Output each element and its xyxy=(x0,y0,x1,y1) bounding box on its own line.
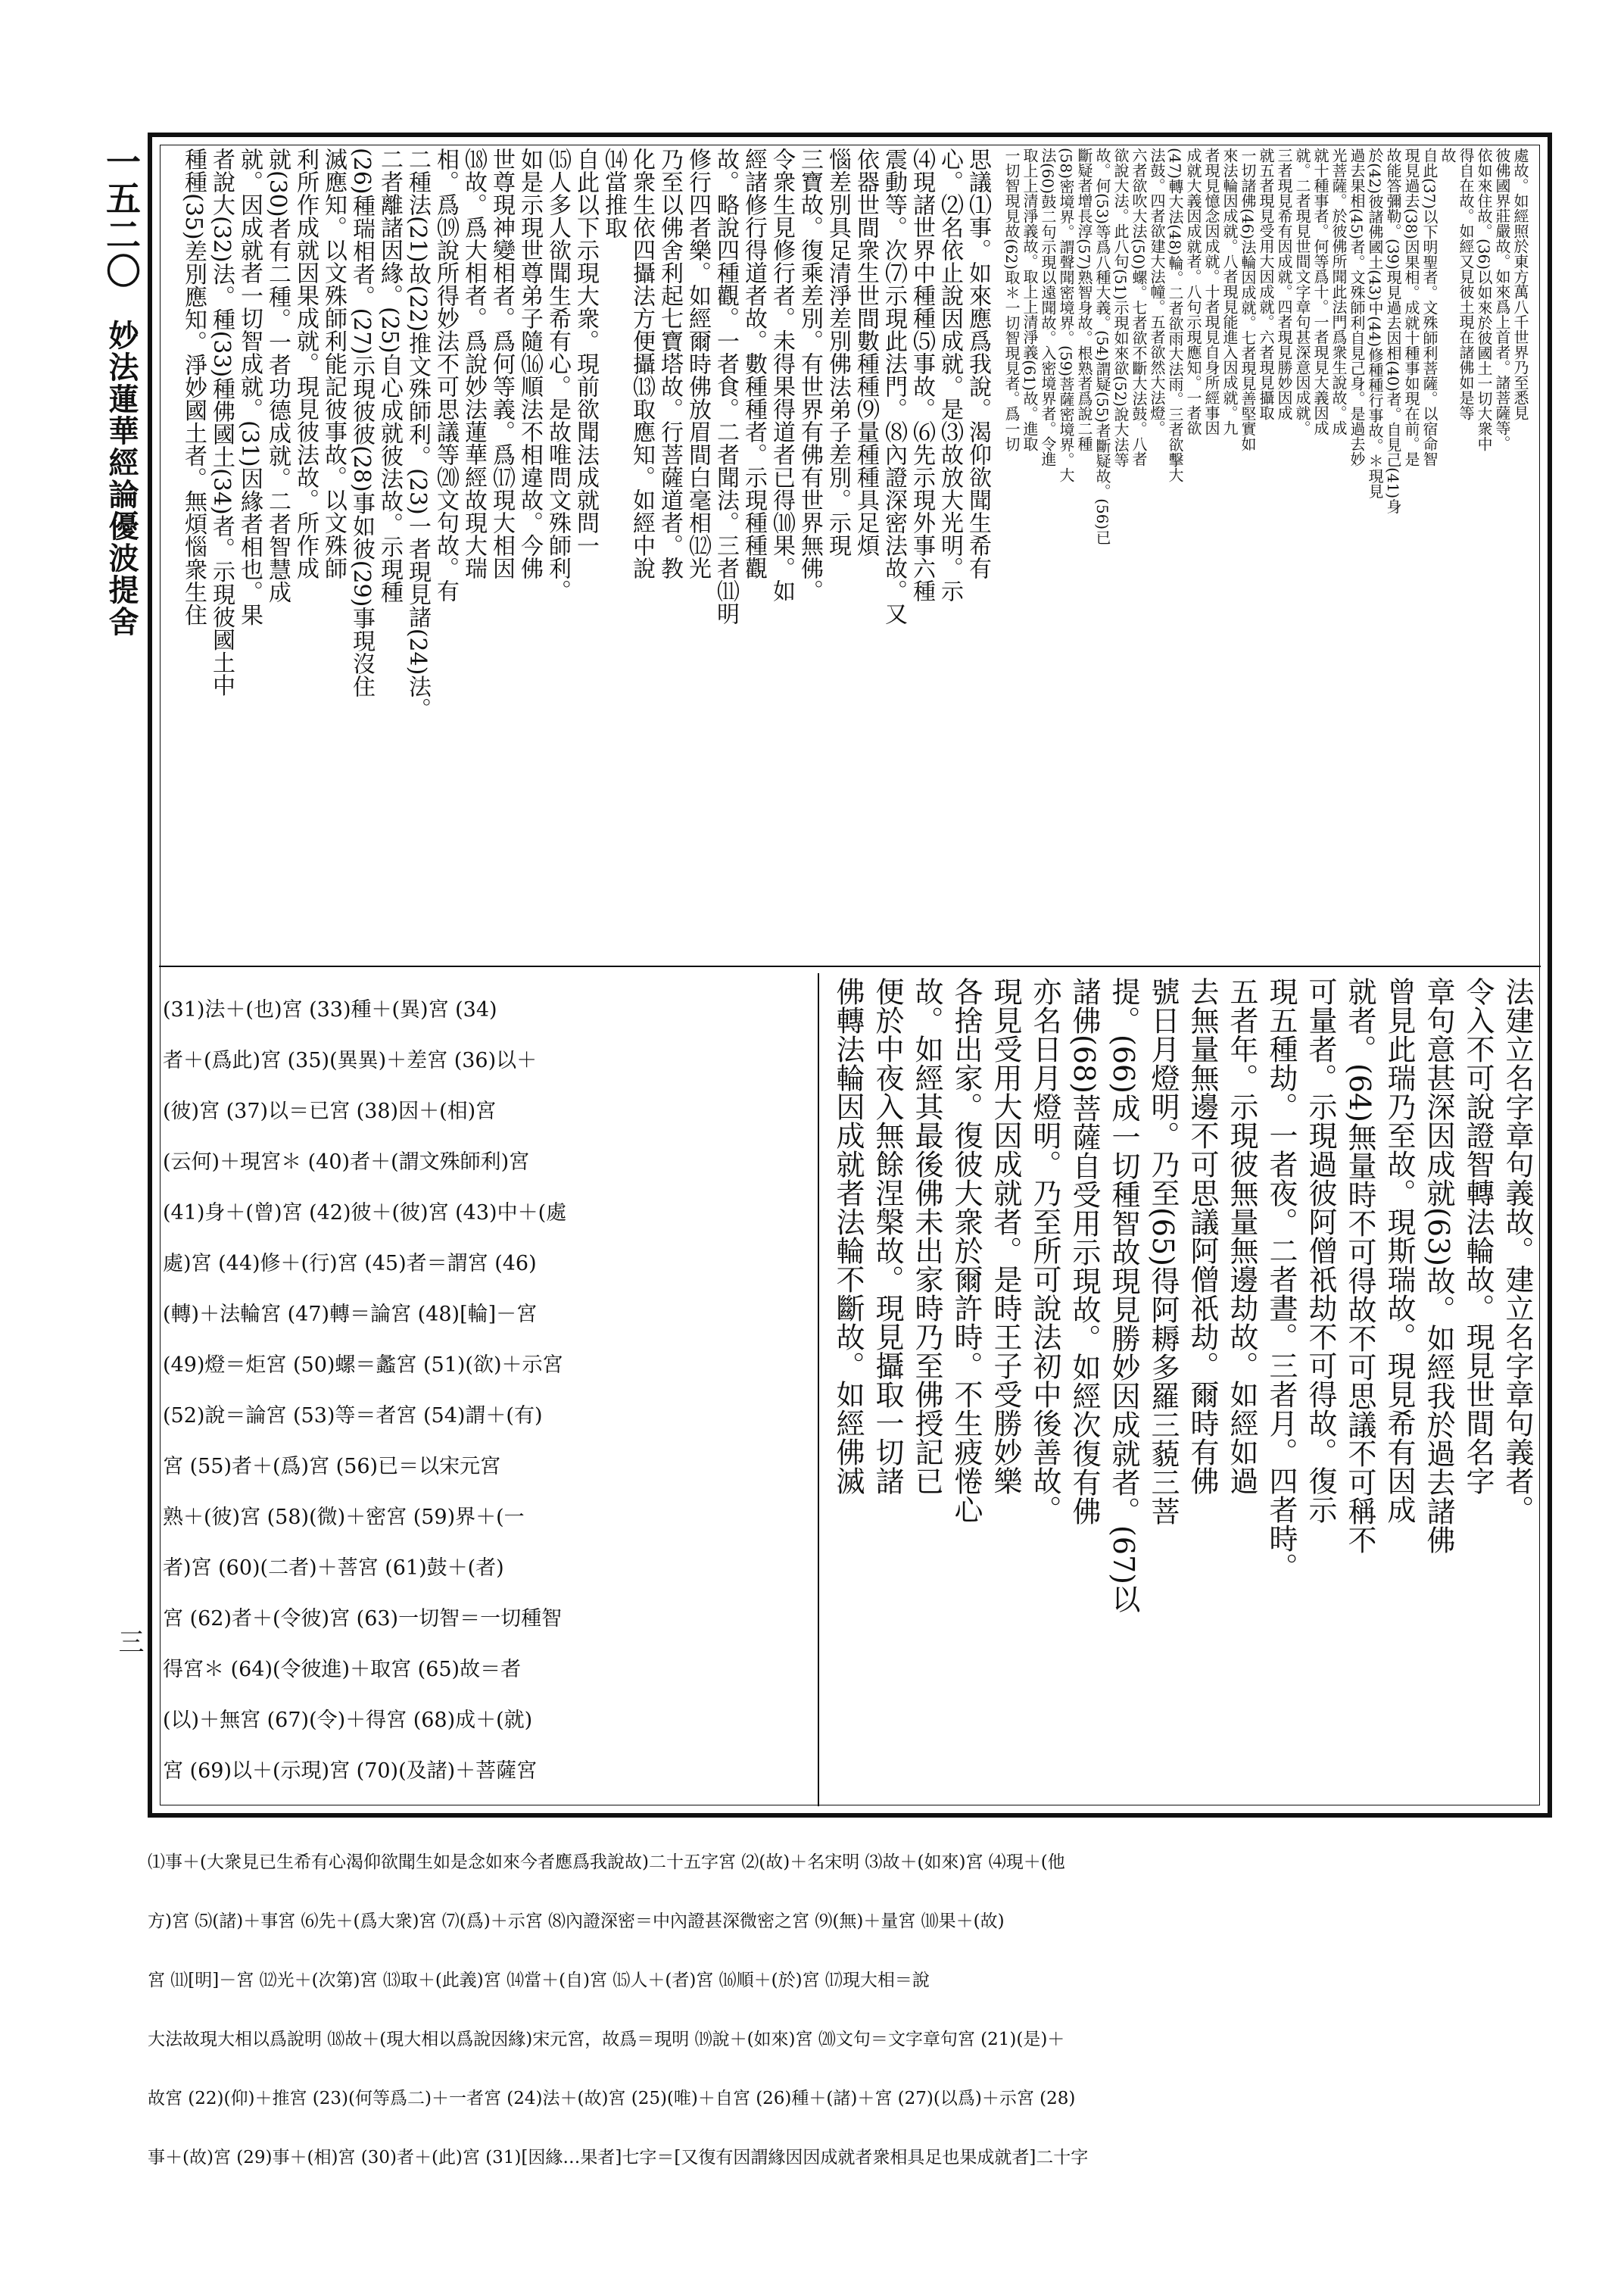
note-line: 得宮＊ (64)(令彼進)＋取宮 (65)故＝者 xyxy=(163,1658,522,1681)
note-line: 熟＋(彼)宮 (58)(微)＋密宮 (59)界＋(一 xyxy=(163,1506,525,1529)
text-column: 欲說大法。此八句(51)示現如來欲(52)說大法等 xyxy=(1111,148,1130,468)
text-column: 相。爲⒆說所得妙法不可思議等⒇文句故。有 xyxy=(432,148,459,602)
upper-second-text-block xyxy=(999,148,1529,958)
text-column: 就者。(64)無量時不可得故不可思議不可稱不 xyxy=(1343,977,1376,1555)
text-column: 三寶故。復乘差別。有世界有佛有世界無佛。 xyxy=(796,148,823,602)
text-column: 於(42)彼諸佛國土(43)中(44)修種種行事故。＊現見 xyxy=(1366,148,1384,499)
text-column: 滅應知。以文殊師利能記彼事故。以文殊師 xyxy=(320,148,347,579)
text-column: 佛轉法輪因成就者法輪不斷故。如經佛滅 xyxy=(831,977,865,1495)
text-column: 心。⑵名依止說因成就。是⑶故放大光明。示 xyxy=(937,148,963,602)
text-column: 來法輪因成就。八者現見能進入因成就。九 xyxy=(1220,148,1239,435)
text-column: 故。如經其最後佛未出家時乃至佛授記已 xyxy=(910,977,943,1495)
text-column: 諸佛(68)菩薩自受用示現故。如經次復有佛 xyxy=(1068,977,1101,1526)
horizontal-divider xyxy=(159,966,1541,967)
text-column: 乃至以佛舍利起七寶塔故。行菩薩道者。教 xyxy=(656,148,683,579)
text-column: 者現見憶念因成就。十者現見自身所經事因 xyxy=(1202,148,1220,435)
text-column: 就。二者現見世間文字章句甚深意因成就。 xyxy=(1293,148,1311,435)
text-column: 化衆生依四攝法方便攝⒀取應知。如經中說 xyxy=(628,148,655,579)
text-column: 依器世間衆生世間數種種⑼量種種具足煩 xyxy=(853,148,879,557)
text-column: 成就大義因成就者。八句示現應知。一者欲 xyxy=(1184,148,1202,435)
text-column: 二者離諸因緣。(25)自心成就彼法故。示現種 xyxy=(376,148,403,604)
text-column: (58)密境界。謂聲聞密境界。(59)菩薩密境界。大 xyxy=(1057,148,1075,483)
note-line: 宮 (55)者＋(爲)宮 (56)已＝以宋元宮 xyxy=(163,1455,501,1478)
text-column: 便於中夜入無餘涅槃故。現見攝取一切諸 xyxy=(871,977,904,1495)
text-column: 震動等。次⑺示現此法門。⑻內證深密法故。又 xyxy=(881,148,907,625)
margin-section-mark: 三 xyxy=(114,1628,144,1654)
text-column: 五者年。示現彼無量無邊劫故。如經如過 xyxy=(1225,977,1258,1495)
text-column: 二種法(21)故(22)推文殊師利。(23)一者現見諸(24)法。 xyxy=(404,148,431,721)
text-column: 去無量無邊不可思議阿僧祇劫。爾時有佛 xyxy=(1186,977,1219,1495)
footnote-line: ⑴事＋(大衆見已生希有心渴仰欲聞生如是念如來今者應爲我說故)二十五字宮 ⑵(故)＋名宋明 ⑶故＋(如來)宮 ⑷現＋(他 xyxy=(148,1852,1065,1872)
text-column: 一切智現見故(62)取＊一切智現見者。爲一切 xyxy=(1002,148,1021,452)
text-column: 故。略說四種觀。一者食。二者聞法。三者⑾明 xyxy=(712,148,739,625)
note-line: (49)燈＝炬宮 (50)螺＝蠡宮 (51)(欲)＋示宮 xyxy=(163,1353,563,1377)
text-column: ⑷現諸世界中種種⑸事故。⑹先示現外事六種 xyxy=(909,148,935,602)
text-column: 可量者。示現過彼阿僧祇劫不可得故。復示 xyxy=(1304,977,1337,1524)
text-column: 各捨出家。復彼大衆於爾許時。不生疲惓心 xyxy=(949,977,983,1524)
text-column: 令衆生見修行者。未得果得道者已得⑽果。如 xyxy=(768,148,795,602)
bottom-footnotes xyxy=(148,1833,1552,2189)
text-column: 提。(66)成一切種智故現見勝妙因成就者。(67)以 xyxy=(1107,977,1140,1614)
text-column: 惱差別具足清淨差別佛法弟子差別。示現 xyxy=(824,148,851,557)
text-column: 章句意甚深因成就(63)故。如經我於過去諸佛 xyxy=(1422,977,1455,1555)
text-column: 法鼓。四者欲建大法幢。五者欲然大法燈。 xyxy=(1148,148,1166,435)
text-column: 六者欲吹大法(50)螺。七者欲不斷大法鼓。八者 xyxy=(1130,148,1148,467)
text-column: 自此(37)以下明聖者。文殊師利菩薩。以宿命智 xyxy=(1420,148,1439,467)
text-column: (26)種瑞相者。(27)示現彼彼(28)事如彼(29)事現沒住 xyxy=(348,148,375,698)
lower-notes-block xyxy=(163,985,810,1802)
text-column: 就五者現見受用大因成就。六者現見攝取 xyxy=(1257,148,1275,420)
page-number: 一五二〇 xyxy=(101,144,142,289)
note-line: (以)＋無宮 (67)(令)＋得宮 (68)成＋(就) xyxy=(163,1709,533,1732)
text-column: 利所作成就因果成就。現見彼法故。所作成 xyxy=(292,148,319,579)
text-column: 法建立名字章句義故。建立名字章句義者。 xyxy=(1501,977,1534,1524)
text-column: 得自在故。如經又見彼土現在諸佛如是等 xyxy=(1457,148,1475,420)
text-column: 曾見此瑞乃至故。現斯瑞故。現見希有因成 xyxy=(1382,977,1416,1524)
text-column: 故能答彌勒。(39)現見過去因相(40)者。自見己(41)身 xyxy=(1384,148,1402,514)
text-column: 三者現見希有因成就。四者現見勝妙因成 xyxy=(1275,148,1293,420)
text-column: 經諸修行得道者故。數種種者。示現種種觀 xyxy=(740,148,767,579)
text-column: 取上上清淨義故。取上上清淨義(61)故。進取 xyxy=(1021,148,1039,452)
text-column: ⒅故。爲大相者。爲說妙法蓮華經故現大瑞 xyxy=(460,148,487,579)
text-column: 處故。如經照於東方萬八千世界乃至悉見 xyxy=(1511,148,1529,420)
text-column: 光菩薩。於彼佛所聞此法門爲衆生說故。成 xyxy=(1329,148,1348,435)
text-column: 就。因成就者一切智成就。(31)因緣者相也。果 xyxy=(236,148,263,626)
note-line: (彼)宮 (37)以＝已宮 (38)因＋(相)宮 xyxy=(163,1100,497,1123)
text-column: 現見受用大因成就者。是時王子受勝妙樂 xyxy=(989,977,1022,1495)
text-column: 過去果相(45)者。文殊師利自見己身。是過去妙 xyxy=(1348,148,1366,467)
note-line: (31)法＋(也)宮 (33)種＋(異)宮 (34) xyxy=(163,998,497,1022)
text-column: 如是示現世尊弟子隨⒃順法不相違故。今佛 xyxy=(516,148,543,579)
footnote-line: 事＋(故)宮 (29)事＋(相)宮 (30)者＋(此)宮 (31)[因緣…果者]七字＝[又復有因謂緣因因成就者衆相具足也果成就者]二十字 xyxy=(148,2148,1089,2167)
text-column: 一切諸佛(46)法輪因成就。七者現見善堅實如 xyxy=(1239,148,1257,452)
note-line: 宮 (69)以＋(示現)宮 (70)(及諸)＋菩薩宮 xyxy=(163,1759,538,1783)
note-line: 者＋(爲此)宮 (35)(異異)＋差宮 (36)以＋ xyxy=(163,1049,538,1072)
lower-second-text-block xyxy=(825,977,1537,1806)
sutra-title: 妙法蓮華經論優波提舍 xyxy=(104,320,139,638)
footnote-line: 方)宮 ⑸(諸)＋事宮 ⑹先＋(爲大衆)宮 ⑺(爲)＋示宮 ⑻內證深密＝中內證甚深微密之宮 ⑼(無)＋量宮 ⑽果＋(故) xyxy=(148,1912,1005,1931)
text-column: 思議⑴事。如來應爲我說。渴仰欲聞生希有 xyxy=(965,148,991,579)
text-column: 修行四者樂。如經爾時佛放眉間白毫相⑿光 xyxy=(684,148,711,579)
note-line: 處)宮 (44)修＋(行)宮 (45)者＝謂宮 (46) xyxy=(163,1252,537,1275)
running-header xyxy=(101,144,146,638)
text-column: 現五種劫。一者夜。二者晝。三者月。四者時。 xyxy=(1264,977,1298,1581)
text-column: 世尊現神變相者。爲何等義。爲⒄現大相因 xyxy=(488,148,515,579)
note-line: 宮 (62)者＋(令彼)宮 (63)一切智＝一切種智 xyxy=(163,1607,563,1631)
note-line: (41)身＋(曾)宮 (42)彼＋(彼)宮 (43)中＋(處 xyxy=(163,1201,567,1225)
text-column: (47)轉大法(48)輪。二者欲雨大法雨。三者欲擊大 xyxy=(1166,148,1184,483)
text-column: 就十種事者。何等爲十。一者現見大義因成 xyxy=(1311,148,1329,435)
note-line: (52)說＝論宮 (53)等＝者宮 (54)謂＋(有) xyxy=(163,1404,543,1428)
text-column: 現見過去(38)因果相。成就十種事如現在前。是 xyxy=(1402,148,1420,467)
text-column: 彼佛國界莊嚴故。如來爲上首者。諸菩薩等。 xyxy=(1493,148,1511,451)
upper-main-text-block xyxy=(174,148,992,958)
text-column: ⒂人多人欲聞生希有心。是故唯問文殊師利。 xyxy=(544,148,571,602)
text-column: 法(60)鼓二句示現以遠聞故。入密境界者。令進 xyxy=(1039,148,1057,467)
text-column: 就(30)者有二種。一者功德成就。二者智慧成 xyxy=(264,148,291,604)
text-column: 依如來住故。(36)以如來於彼國土一切大衆中 xyxy=(1475,148,1493,452)
text-column: 號日月燈明。乃至(65)得阿耨多羅三藐三菩 xyxy=(1146,977,1180,1526)
text-column: ⒁當推取 xyxy=(600,148,627,239)
text-column: 亦名日月燈明。乃至所可說法初中後善故。 xyxy=(1028,977,1061,1524)
footnote-line: 故宮 (22)(仰)＋推宮 (23)(何等爲二)＋一者宮 (24)法＋(故)宮 (25)(唯)＋自宮 (26)種＋(諸)＋宮 (27)(以爲)＋示宮 (28) xyxy=(148,2089,1076,2108)
note-line: 者)宮 (60)(二者)＋菩宮 (61)鼓＋(者) xyxy=(163,1556,504,1580)
footnote-line: 大法故現大相以爲說明 ⒅故＋(現大相以爲說因緣)宋元宮，故爲＝現明 ⒆說＋(如來)宮 ⒇文句＝文字章句宮 (21)(是)＋ xyxy=(148,2030,1065,2049)
text-column: 種種(35)差別應知。淨妙國土者。無煩惱衆生住 xyxy=(180,148,207,626)
text-column: 令入不可說證智轉法輪故。現見世間名字 xyxy=(1461,977,1495,1495)
notes-divider xyxy=(818,973,819,1806)
text-column: 者說大(32)法。種(33)種佛國土(34)者。示現彼國土中 xyxy=(208,148,235,697)
text-column: 故 xyxy=(1439,148,1457,163)
text-column: 故。何(53)等爲八種大義。(54)謂疑(55)者斷疑故。(56)已 xyxy=(1093,148,1111,545)
text-column: 自此以下示現大衆。現前欲聞法成就問一 xyxy=(572,148,599,557)
note-line: (云何)＋現宮＊ (40)者＋(謂文殊師利)宮 xyxy=(163,1150,530,1174)
note-line: (轉)＋法輪宮 (47)轉＝論宮 (48)[輪]－宮 xyxy=(163,1303,538,1326)
footnote-line: 宮 ⑾[明]－宮 ⑿光＋(次第)宮 ⒀取＋(此義)宮 ⒁當＋(自)宮 ⒂人＋(者)宮 ⒃順＋(於)宮 ⒄現大相＝說 xyxy=(148,1971,930,1990)
text-column: 斷疑者增長淳(57)熟智身故。根熟者爲說二種 xyxy=(1075,148,1093,452)
